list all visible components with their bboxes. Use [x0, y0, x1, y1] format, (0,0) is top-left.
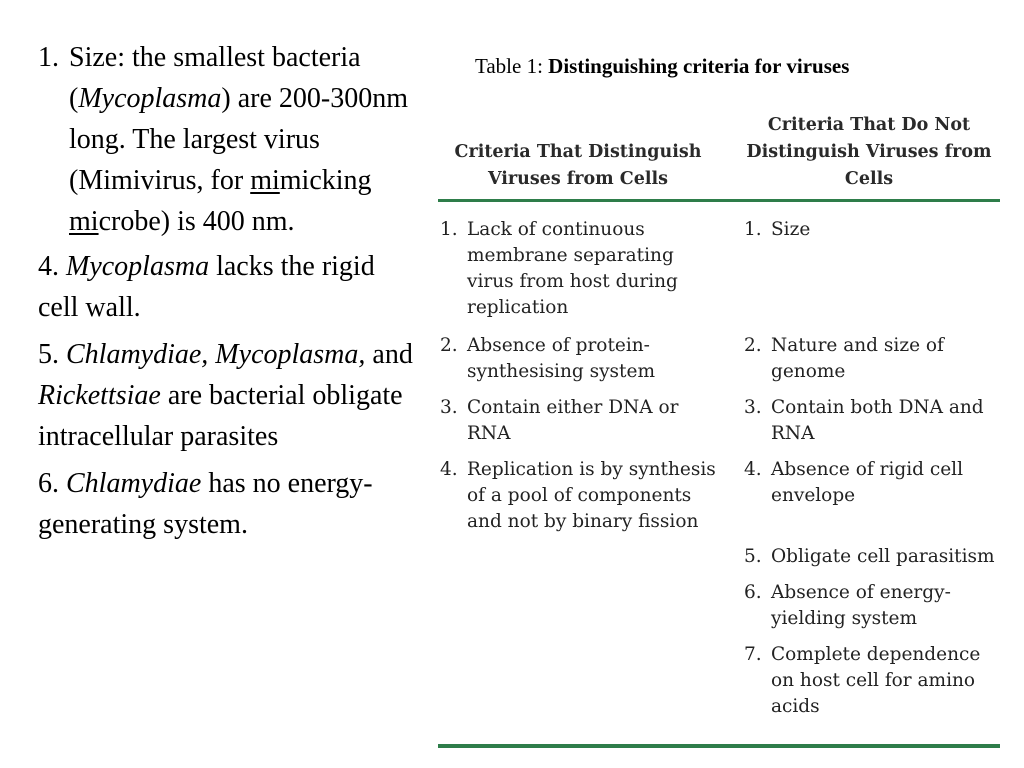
note-parasites: 5. Chlamydiae, Mycoplasma, and Rickettsiae are bacterial obligate intracellular parasites	[38, 339, 413, 452]
note-body: Size: the smallest bacteria (Mycoplasma) are 200-300nm long. The largest virus (Mimivirus, for mimicking microbe) is 400 nm.	[69, 42, 409, 237]
table-row: 5. Obligate cell parasitism	[744, 546, 995, 567]
table-row: 3. Contain both DNA and RNA	[744, 397, 984, 444]
header-distinguish: Criteria That Distinguish Viruses from Cells	[454, 142, 702, 189]
table-row: 6. Absence of energy-yielding system	[744, 582, 951, 629]
criteria-table	[438, 112, 1000, 752]
table-row: 1. Lack of continuous membrane separating virus from host during replication	[440, 219, 678, 318]
note-energy: 6. Chlamydiae has no energy-generating system.	[38, 468, 373, 540]
table-row: 2. Nature and size of genome	[744, 335, 944, 382]
note-cell-wall: 4. Mycoplasma lacks the rigid cell wall.	[38, 251, 375, 323]
table-row: 1. Size	[744, 219, 811, 240]
table-row: 4. Absence of rigid cell envelope	[744, 459, 964, 506]
table-caption: Table 1: Distinguishing criteria for viruses	[475, 54, 850, 78]
table-row: 4. Replication is by synthesis of a pool of components and not by binary fission	[440, 459, 716, 532]
header-not-distinguish: Criteria That Do Not Distinguish Viruses from Cells	[746, 115, 992, 189]
table-top-rule	[438, 199, 1000, 202]
note-size	[38, 37, 413, 242]
table-row: 7. Complete dependence on host cell for amino acids	[744, 644, 981, 717]
table-row: 3. Contain either DNA or RNA	[440, 397, 679, 444]
table-row: 2. Absence of protein-synthesising system	[440, 335, 655, 382]
table-bottom-rule	[438, 744, 1000, 748]
notes-column	[38, 37, 413, 545]
note-number: 1.	[38, 42, 59, 73]
